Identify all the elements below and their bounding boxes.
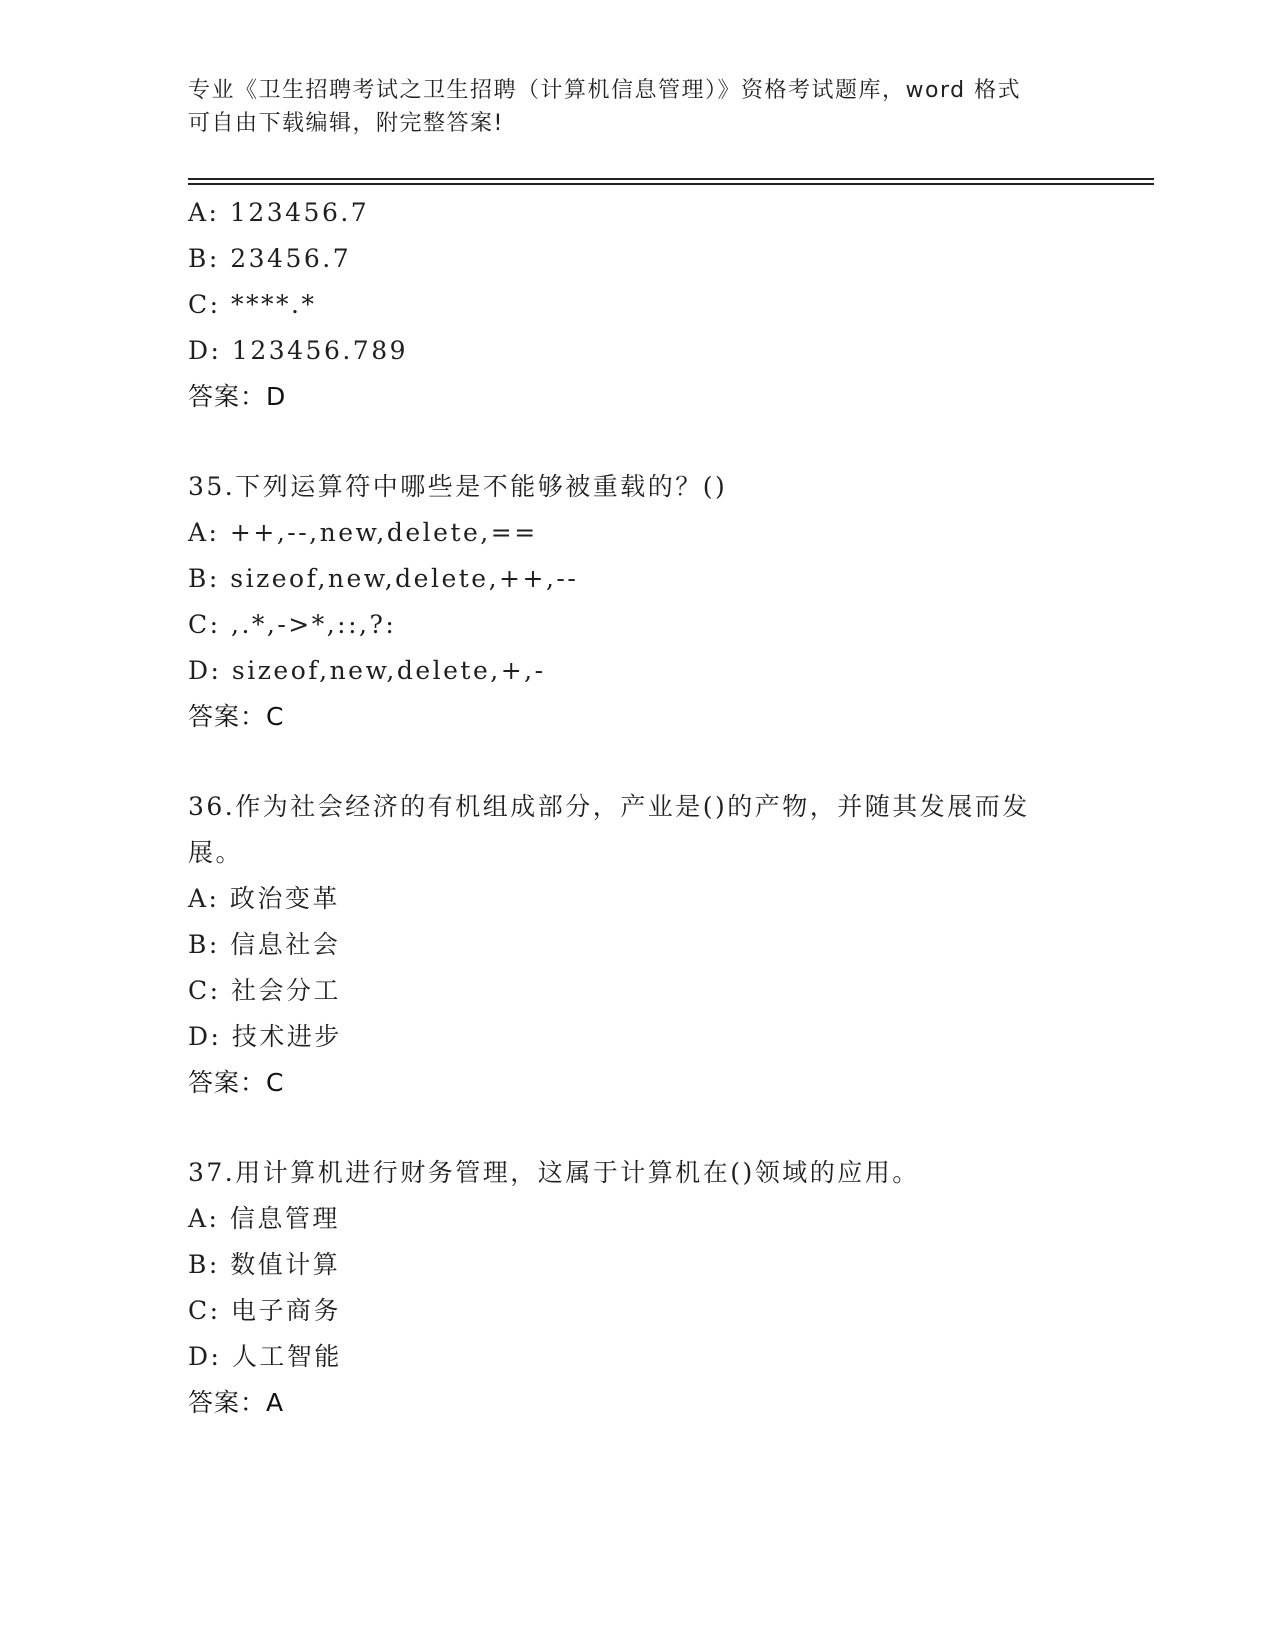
- header-divider-bottom: [188, 183, 1154, 185]
- option-a: A: 123456.7: [188, 198, 370, 227]
- option-b: B: 数值计算: [188, 1250, 341, 1279]
- question-text: 37.用计算机进行财务管理，这属于计算机在()领域的应用。: [188, 1158, 920, 1187]
- answer-line: 答案：A: [188, 1388, 285, 1417]
- option-d: D: 技术进步: [188, 1022, 342, 1051]
- question-34-continued: [188, 190, 1088, 420]
- header-divider-top: [188, 178, 1154, 180]
- option-d: D: sizeof,new,delete,+,-: [188, 656, 546, 685]
- question-36: [188, 784, 1088, 1106]
- question-35: [188, 464, 1088, 740]
- question-text: 35.下列运算符中哪些是不能够被重载的？(): [188, 472, 728, 501]
- spacer: [188, 420, 1088, 464]
- answer-line: 答案：C: [188, 1068, 285, 1097]
- option-d: D: 人工智能: [188, 1342, 342, 1371]
- question-text: 36.作为社会经济的有机组成部分，产业是()的产物，并随其发展而发展。: [188, 792, 1030, 867]
- option-c: C: 社会分工: [188, 976, 341, 1005]
- document-header: [188, 74, 1068, 140]
- option-a: A: 信息管理: [188, 1204, 340, 1233]
- spacer: [188, 740, 1088, 784]
- option-d: D: 123456.789: [188, 336, 409, 365]
- option-b: B: 23456.7: [188, 244, 352, 273]
- option-c: C: 电子商务: [188, 1296, 341, 1325]
- option-b: B: sizeof,new,delete,++,--: [188, 564, 579, 593]
- question-37: [188, 1150, 1088, 1426]
- header-line-2: 可自由下载编辑，附完整答案!: [188, 111, 504, 136]
- option-a: A: 政治变革: [188, 884, 340, 913]
- option-a: A: ++,--,new,delete,==: [188, 518, 538, 547]
- answer-line: 答案：D: [188, 382, 287, 411]
- question-list: [188, 190, 1088, 1426]
- header-line-1: 专业《卫生招聘考试之卫生招聘（计算机信息管理）》资格考试题库，word 格式: [188, 78, 1022, 103]
- option-c: C: ,.*,->*,::,?:: [188, 610, 397, 639]
- answer-line: 答案：C: [188, 702, 285, 731]
- option-b: B: 信息社会: [188, 930, 341, 959]
- spacer: [188, 1106, 1088, 1150]
- option-c: C: ****.*: [188, 290, 317, 319]
